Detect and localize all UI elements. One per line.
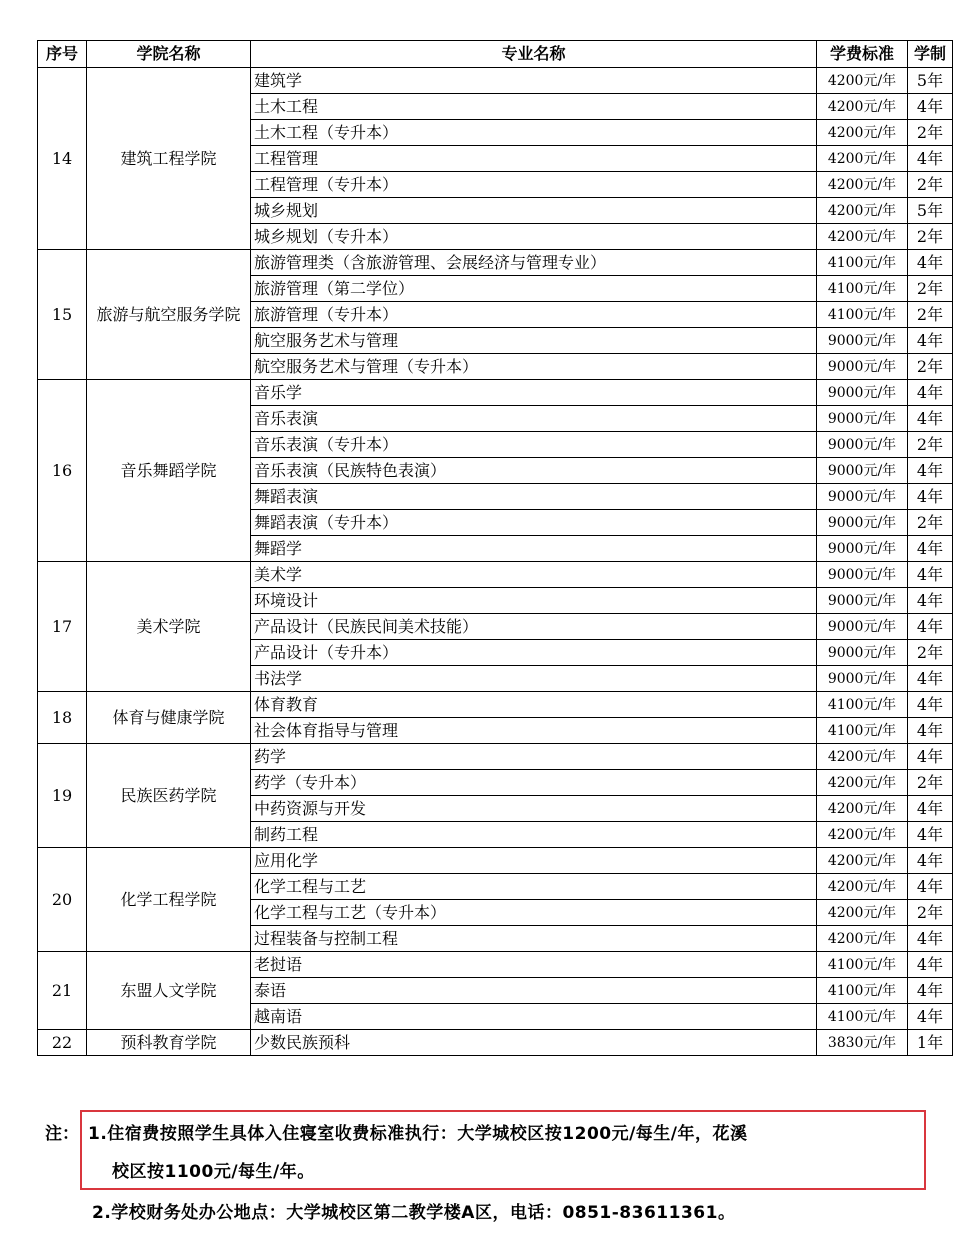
program-duration: 4年 bbox=[908, 146, 953, 172]
tuition-fee: 4200元/年 bbox=[817, 744, 908, 770]
major-name: 建筑学 bbox=[251, 68, 817, 94]
program-duration: 4年 bbox=[908, 926, 953, 952]
program-duration: 4年 bbox=[908, 328, 953, 354]
tuition-fee: 4200元/年 bbox=[817, 198, 908, 224]
program-duration: 4年 bbox=[908, 94, 953, 120]
program-duration: 4年 bbox=[908, 822, 953, 848]
program-duration: 4年 bbox=[908, 484, 953, 510]
college-number: 14 bbox=[38, 68, 87, 250]
program-duration: 4年 bbox=[908, 588, 953, 614]
tuition-fee: 9000元/年 bbox=[817, 406, 908, 432]
tuition-fee: 9000元/年 bbox=[817, 328, 908, 354]
table-row bbox=[38, 68, 953, 94]
major-name: 音乐表演 bbox=[251, 406, 817, 432]
major-name: 越南语 bbox=[251, 1004, 817, 1030]
major-name: 泰语 bbox=[251, 978, 817, 1004]
tuition-fee: 9000元/年 bbox=[817, 458, 908, 484]
header-fee: 学费标准 bbox=[817, 41, 908, 68]
header-row bbox=[38, 41, 953, 68]
tuition-fee: 4100元/年 bbox=[817, 302, 908, 328]
program-duration: 4年 bbox=[908, 744, 953, 770]
major-name: 舞蹈学 bbox=[251, 536, 817, 562]
program-duration: 4年 bbox=[908, 614, 953, 640]
tuition-fee: 4200元/年 bbox=[817, 796, 908, 822]
tuition-fee: 4200元/年 bbox=[817, 94, 908, 120]
major-name: 工程管理（专升本） bbox=[251, 172, 817, 198]
major-name: 旅游管理类（含旅游管理、会展经济与管理专业） bbox=[251, 250, 817, 276]
program-duration: 4年 bbox=[908, 848, 953, 874]
major-name: 环境设计 bbox=[251, 588, 817, 614]
program-duration: 2年 bbox=[908, 224, 953, 250]
program-duration: 4年 bbox=[908, 250, 953, 276]
college-name: 美术学院 bbox=[87, 562, 251, 692]
major-name: 应用化学 bbox=[251, 848, 817, 874]
tuition-fee: 4100元/年 bbox=[817, 952, 908, 978]
table-row bbox=[38, 848, 953, 874]
tuition-fee: 4100元/年 bbox=[817, 1004, 908, 1030]
tuition-fee: 9000元/年 bbox=[817, 510, 908, 536]
major-name: 旅游管理（第二学位） bbox=[251, 276, 817, 302]
college-number: 18 bbox=[38, 692, 87, 744]
tuition-fee: 4200元/年 bbox=[817, 926, 908, 952]
program-duration: 2年 bbox=[908, 510, 953, 536]
tuition-fee: 4200元/年 bbox=[817, 68, 908, 94]
program-duration: 4年 bbox=[908, 380, 953, 406]
notes-label: 注： bbox=[45, 1124, 79, 1144]
program-duration: 1年 bbox=[908, 1030, 953, 1056]
college-number: 20 bbox=[38, 848, 87, 952]
table-row bbox=[38, 250, 953, 276]
tuition-fee: 9000元/年 bbox=[817, 380, 908, 406]
major-name: 舞蹈表演（专升本） bbox=[251, 510, 817, 536]
major-name: 城乡规划（专升本） bbox=[251, 224, 817, 250]
table-row bbox=[38, 380, 953, 406]
major-name: 少数民族预科 bbox=[251, 1030, 817, 1056]
tuition-fee: 4200元/年 bbox=[817, 120, 908, 146]
program-duration: 4年 bbox=[908, 796, 953, 822]
college-number: 22 bbox=[38, 1030, 87, 1056]
major-name: 体育教育 bbox=[251, 692, 817, 718]
table-row bbox=[38, 1030, 953, 1056]
college-number: 21 bbox=[38, 952, 87, 1030]
tuition-fee: 4200元/年 bbox=[817, 874, 908, 900]
table-row bbox=[38, 562, 953, 588]
major-name: 舞蹈表演 bbox=[251, 484, 817, 510]
college-name: 音乐舞蹈学院 bbox=[87, 380, 251, 562]
program-duration: 4年 bbox=[908, 1004, 953, 1030]
note-2: 2.学校财务处办公地点：大学城校区第二教学楼A区，电话：0851-83611361。 bbox=[92, 1203, 736, 1223]
major-name: 航空服务艺术与管理（专升本） bbox=[251, 354, 817, 380]
tuition-fee: 9000元/年 bbox=[817, 588, 908, 614]
tuition-fee: 9000元/年 bbox=[817, 666, 908, 692]
major-name: 产品设计（民族民间美术技能） bbox=[251, 614, 817, 640]
major-name: 城乡规划 bbox=[251, 198, 817, 224]
program-duration: 4年 bbox=[908, 874, 953, 900]
tuition-fee: 4100元/年 bbox=[817, 250, 908, 276]
tuition-fee: 4100元/年 bbox=[817, 978, 908, 1004]
major-name: 药学（专升本） bbox=[251, 770, 817, 796]
college-name: 化学工程学院 bbox=[87, 848, 251, 952]
tuition-fee: 4200元/年 bbox=[817, 146, 908, 172]
major-name: 老挝语 bbox=[251, 952, 817, 978]
major-name: 音乐表演（专升本） bbox=[251, 432, 817, 458]
college-name: 旅游与航空服务学院 bbox=[87, 250, 251, 380]
table-row bbox=[38, 692, 953, 718]
program-duration: 2年 bbox=[908, 172, 953, 198]
major-name: 制药工程 bbox=[251, 822, 817, 848]
tuition-fee: 4200元/年 bbox=[817, 848, 908, 874]
college-name: 体育与健康学院 bbox=[87, 692, 251, 744]
program-duration: 5年 bbox=[908, 198, 953, 224]
fee-table bbox=[37, 40, 953, 1056]
college-number: 17 bbox=[38, 562, 87, 692]
program-duration: 4年 bbox=[908, 692, 953, 718]
tuition-fee: 4200元/年 bbox=[817, 770, 908, 796]
program-duration: 4年 bbox=[908, 952, 953, 978]
major-name: 音乐表演（民族特色表演） bbox=[251, 458, 817, 484]
tuition-fee: 3830元/年 bbox=[817, 1030, 908, 1056]
tuition-fee: 4100元/年 bbox=[817, 718, 908, 744]
college-number: 19 bbox=[38, 744, 87, 848]
program-duration: 5年 bbox=[908, 68, 953, 94]
major-name: 药学 bbox=[251, 744, 817, 770]
major-name: 美术学 bbox=[251, 562, 817, 588]
program-duration: 4年 bbox=[908, 536, 953, 562]
college-name: 建筑工程学院 bbox=[87, 68, 251, 250]
header-duration: 学制 bbox=[908, 41, 953, 68]
major-name: 化学工程与工艺 bbox=[251, 874, 817, 900]
tuition-fee: 9000元/年 bbox=[817, 562, 908, 588]
major-name: 社会体育指导与管理 bbox=[251, 718, 817, 744]
tuition-fee: 9000元/年 bbox=[817, 614, 908, 640]
program-duration: 4年 bbox=[908, 978, 953, 1004]
major-name: 工程管理 bbox=[251, 146, 817, 172]
table-row bbox=[38, 744, 953, 770]
program-duration: 2年 bbox=[908, 354, 953, 380]
note-1-line-1: 1.住宿费按照学生具体入住寝室收费标准执行：大学城校区按1200元/每生/年，花溪 bbox=[88, 1124, 748, 1144]
major-name: 音乐学 bbox=[251, 380, 817, 406]
table-row bbox=[38, 952, 953, 978]
header-no: 序号 bbox=[38, 41, 87, 68]
tuition-fee: 4100元/年 bbox=[817, 276, 908, 302]
table-body bbox=[38, 68, 953, 1056]
program-duration: 2年 bbox=[908, 120, 953, 146]
major-name: 化学工程与工艺（专升本） bbox=[251, 900, 817, 926]
tuition-fee: 9000元/年 bbox=[817, 484, 908, 510]
program-duration: 4年 bbox=[908, 406, 953, 432]
major-name: 旅游管理（专升本） bbox=[251, 302, 817, 328]
header-college: 学院名称 bbox=[87, 41, 251, 68]
header-major: 专业名称 bbox=[251, 41, 817, 68]
program-duration: 2年 bbox=[908, 276, 953, 302]
program-duration: 2年 bbox=[908, 302, 953, 328]
program-duration: 4年 bbox=[908, 458, 953, 484]
college-number: 15 bbox=[38, 250, 87, 380]
tuition-fee: 4200元/年 bbox=[817, 224, 908, 250]
tuition-fee: 4200元/年 bbox=[817, 900, 908, 926]
major-name: 产品设计（专升本） bbox=[251, 640, 817, 666]
major-name: 土木工程（专升本） bbox=[251, 120, 817, 146]
tuition-fee: 9000元/年 bbox=[817, 354, 908, 380]
tuition-fee: 9000元/年 bbox=[817, 536, 908, 562]
college-number: 16 bbox=[38, 380, 87, 562]
tuition-fee: 4100元/年 bbox=[817, 692, 908, 718]
major-name: 过程装备与控制工程 bbox=[251, 926, 817, 952]
tuition-fee: 4200元/年 bbox=[817, 172, 908, 198]
major-name: 中药资源与开发 bbox=[251, 796, 817, 822]
tuition-fee: 4200元/年 bbox=[817, 822, 908, 848]
major-name: 土木工程 bbox=[251, 94, 817, 120]
program-duration: 4年 bbox=[908, 562, 953, 588]
major-name: 航空服务艺术与管理 bbox=[251, 328, 817, 354]
program-duration: 4年 bbox=[908, 666, 953, 692]
tuition-fee: 9000元/年 bbox=[817, 432, 908, 458]
program-duration: 2年 bbox=[908, 900, 953, 926]
program-duration: 2年 bbox=[908, 770, 953, 796]
major-name: 书法学 bbox=[251, 666, 817, 692]
program-duration: 2年 bbox=[908, 640, 953, 666]
program-duration: 2年 bbox=[908, 432, 953, 458]
note-1-line-2: 校区按1100元/每生/年。 bbox=[112, 1162, 315, 1182]
college-name: 民族医药学院 bbox=[87, 744, 251, 848]
tuition-fee: 9000元/年 bbox=[817, 640, 908, 666]
college-name: 东盟人文学院 bbox=[87, 952, 251, 1030]
college-name: 预科教育学院 bbox=[87, 1030, 251, 1056]
program-duration: 4年 bbox=[908, 718, 953, 744]
